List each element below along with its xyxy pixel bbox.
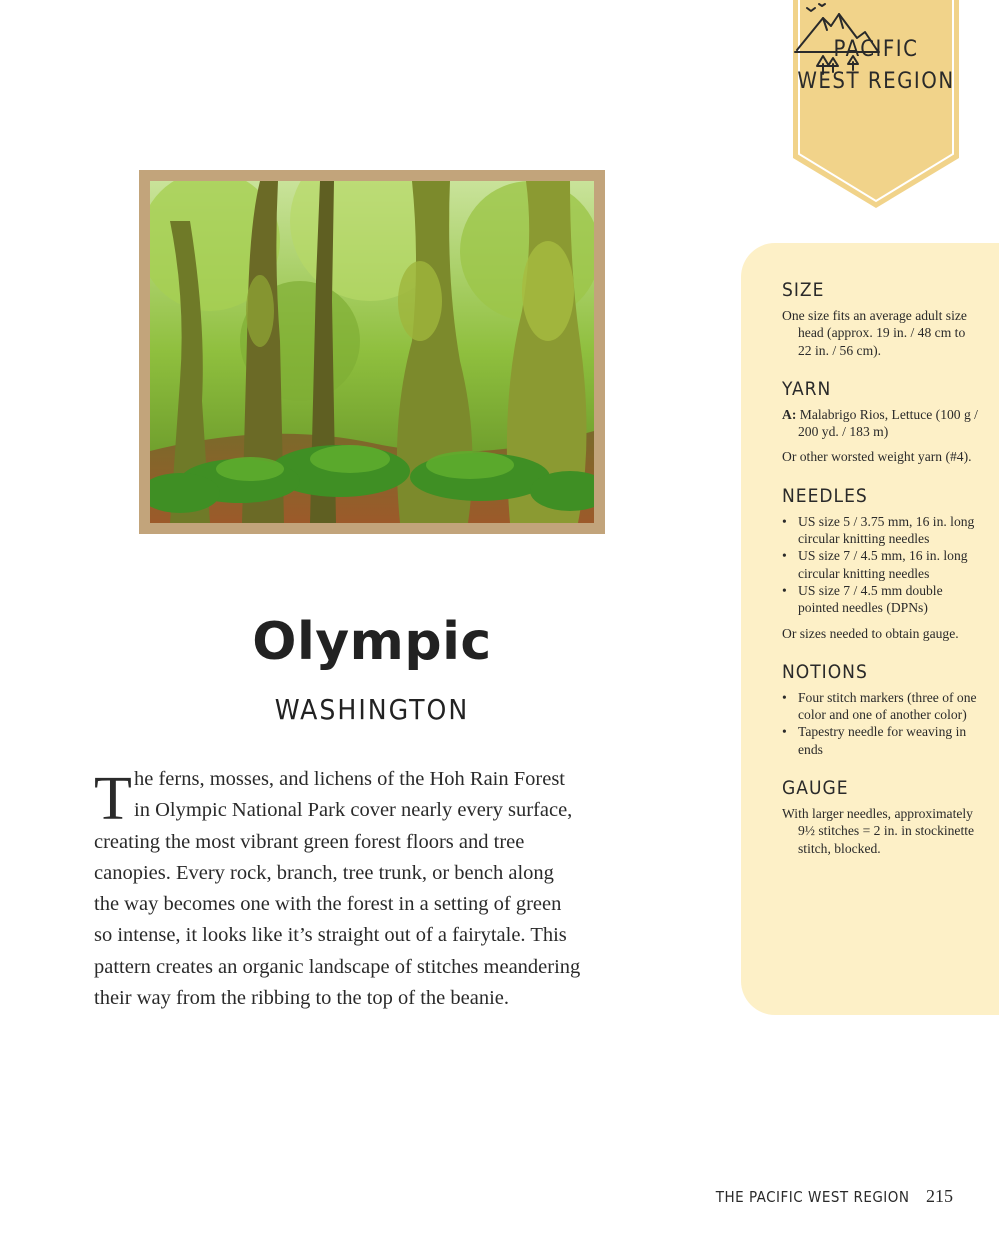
mountain-icon [793, 0, 883, 80]
size-heading: SIZE [782, 279, 825, 301]
page-subtitle: WASHINGTON [274, 693, 470, 726]
paragraph-line: their way from the ribbing to the top of the beanie. [94, 987, 510, 1010]
gauge-heading: GAUGE [782, 777, 849, 800]
pattern-info-sidebar [741, 243, 999, 1015]
paragraph-line: creating the most vibrant green forest floors and tree [94, 830, 525, 853]
intro-paragraph [94, 764, 654, 1014]
banner-line-1: PACIFIC [833, 37, 919, 62]
yarn-text [782, 406, 982, 441]
yarn-alternative: Or other worsted weight yarn (#4). [782, 449, 972, 465]
gauge-text: With larger needles, approximately 9½ stitches = 2 in. in stockinette stitch, blocked. [782, 806, 975, 856]
needles-section [782, 484, 982, 642]
forest-photo [150, 181, 594, 523]
list-item: • US size 7 / 4.5 mm double pointed needles (DPNs) [782, 582, 982, 617]
needles-note: Or sizes needed to obtain gauge. [782, 625, 959, 641]
drop-cap: T [94, 765, 132, 833]
needles-heading: NEEDLES [782, 484, 868, 507]
size-section [782, 278, 982, 359]
needles-list [782, 513, 982, 617]
yarn-description: Malabrigo Rios, Lettuce (100 g / 200 yd. / 183 m) [798, 406, 978, 440]
notions-list [782, 689, 982, 758]
list-item: • Four stitch markers (three of one color and one of another color) [782, 689, 982, 724]
paragraph-line: pattern creates an organic landscape of stitches meandering [94, 955, 581, 978]
page-footer [716, 1186, 953, 1207]
list-item: • US size 5 / 3.75 mm, 16 in. long circular knitting needles [782, 513, 982, 548]
yarn-section [782, 377, 982, 466]
page-title: Olympic [252, 612, 492, 672]
yarn-label: A: [782, 406, 797, 422]
list-item: • US size 7 / 4.5 mm, 16 in. long circular knitting needles [782, 547, 982, 582]
page-number: 215 [926, 1186, 953, 1206]
footer-section-name: THE PACIFIC WEST REGION [715, 1188, 910, 1206]
list-item: • Tapestry needle for weaving in ends [782, 723, 982, 758]
photo-frame [139, 170, 605, 534]
paragraph-line: in Olympic National Park cover nearly every surface, [134, 799, 573, 822]
size-text: One size fits an average adult size head (approx. 19 in. / 48 cm to 22 in. / 56 cm). [782, 308, 967, 358]
paragraph-line: the way becomes one with the forest in a setting of green [94, 893, 562, 916]
notions-section [782, 660, 982, 758]
paragraph-line: canopies. Every rock, branch, tree trunk, or bench along [94, 861, 554, 884]
yarn-heading: YARN [782, 377, 832, 400]
paragraph-line: so intense, it looks like it’s straight out of a fairytale. This [94, 924, 567, 947]
banner-line-2: WEST REGION [797, 69, 955, 94]
paragraph-line: he ferns, mosses, and lichens of the Hoh Rain Forest [134, 768, 565, 790]
gauge-section [782, 776, 982, 857]
notions-heading: NOTIONS [782, 660, 868, 683]
region-banner [793, 0, 959, 210]
